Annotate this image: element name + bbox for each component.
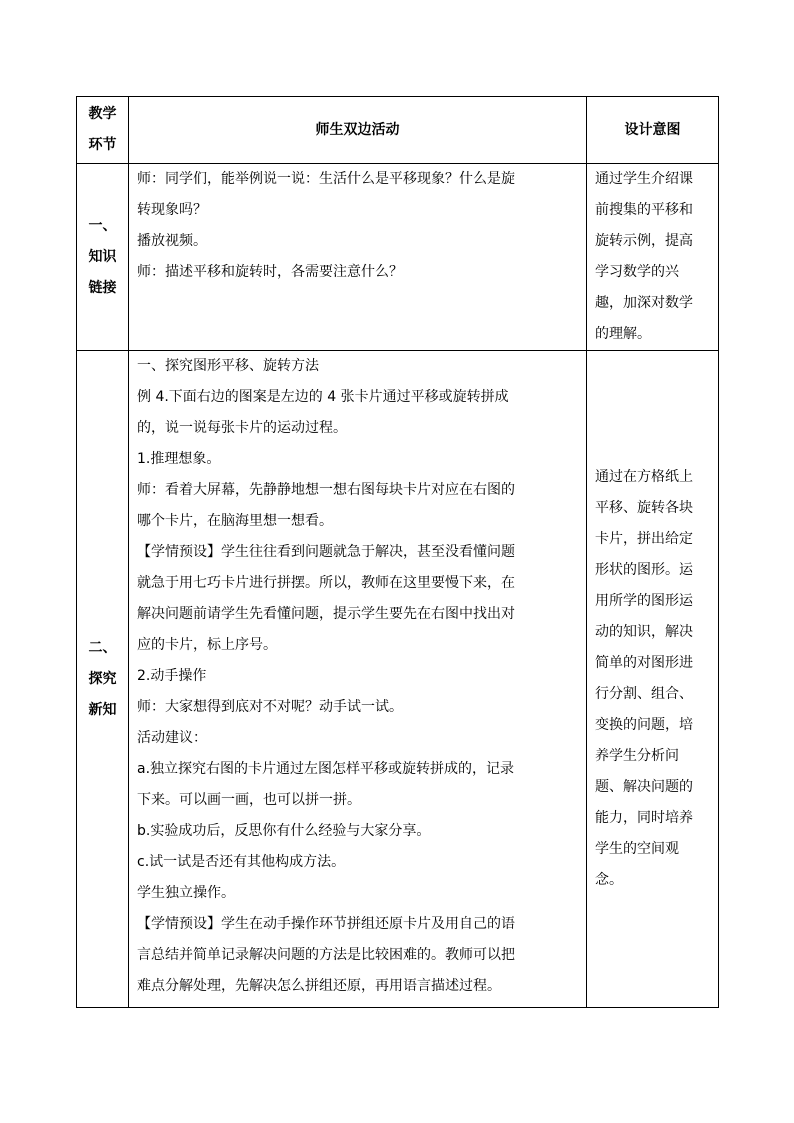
section2-activity-line: 活动建议：: [137, 730, 207, 746]
section2-intent-line: 养学生分析问: [595, 748, 679, 764]
section1-activity-line: 播放视频。: [137, 233, 207, 249]
section2-intent-line: 能力，同时培养: [595, 810, 693, 826]
section1-activity-cell: [129, 164, 587, 351]
section2-intent-line: 通过在方格纸上: [595, 469, 693, 485]
section2-intent-line: 简单的对图形进: [595, 655, 693, 671]
section2-intent-line: 学生的空间观: [595, 841, 679, 857]
section2-activity-line: 解决问题前请学生先看懂问题，提示学生要先在右图中找出对: [137, 606, 515, 622]
section1-intent-cell: [587, 164, 719, 351]
section1-activity-line: 师：同学们，能举例说一说：生活什么是平移现象？什么是旋: [137, 171, 515, 187]
section1-intent-line: 旋转示例，提高: [595, 233, 693, 249]
section2-intent-line: 变换的问题，培: [595, 717, 693, 733]
section1-intent-line: 通过学生介绍课: [595, 171, 693, 187]
section2-activity-line: c.试一试是否还有其他构成方法。: [137, 854, 346, 870]
section2-intent-line: 用所学的图形运: [595, 593, 693, 609]
table-row-explore-new: [77, 351, 719, 1008]
section1-activity-line: 师：描述平移和旋转时，各需要注意什么？: [137, 264, 403, 280]
section2-activity-line: 师：大家想得到底对不对呢？动手试一试。: [137, 699, 403, 715]
section2-activity-line: b.实验成功后，反思你有什么经验与大家分享。: [137, 823, 431, 839]
section2-intent-cell: [587, 351, 719, 1008]
section1-stage-cell: [77, 164, 129, 351]
section2-stage-line2: 探究: [88, 670, 117, 687]
section2-activity-line: 一、探究图形平移、旋转方法: [137, 358, 319, 374]
section2-activity-line: 2.动手操作: [137, 668, 207, 684]
section2-activity-line: 难点分解处理，先解决怎么拼组还原，再用语言描述过程。: [137, 978, 501, 994]
section2-intent-line: 题、解决问题的: [595, 779, 693, 795]
section2-activity-line: 的，说一说每张卡片的运动过程。: [137, 420, 347, 436]
section1-intent-line: 趣，加深对数学: [595, 295, 693, 311]
section1-activity-line: 转现象吗？: [137, 202, 207, 218]
section2-stage-line3: 新知: [88, 701, 117, 718]
header-intent-cell: 设计意图: [587, 97, 719, 164]
section1-intent-line: 学习数学的兴: [595, 264, 679, 280]
section2-intent-line: 行分割、组合、: [595, 686, 693, 702]
section2-activity-line: 哪个卡片，在脑海里想一想看。: [137, 513, 333, 529]
lesson-plan-table: [76, 96, 719, 1008]
section2-activity-line: 应的卡片，标上序号。: [137, 637, 277, 653]
section2-activity-line: 就急于用七巧卡片进行拼摆。所以，教师在这里要慢下来，在: [137, 575, 515, 591]
section2-activity-cell: [129, 351, 587, 1008]
section2-intent-line: 平移、旋转各块: [595, 500, 693, 516]
section2-intent-line: 形状的图形。运: [595, 562, 693, 578]
section2-intent-line: 动的知识，解决: [595, 624, 693, 640]
section1-stage-line3: 链接: [88, 279, 117, 296]
section1-stage-line1: 一、: [88, 217, 117, 234]
header-stage-line2: 环节: [88, 137, 117, 153]
section2-intent-line: 卡片，拼出给定: [595, 531, 693, 547]
header-stage-line1: 教学: [88, 106, 117, 122]
header-stage-cell: [77, 97, 129, 164]
section2-activity-line: 言总结并简单记录解决问题的方法是比较困难的。教师可以把: [137, 947, 515, 963]
section1-intent-line: 的理解。: [595, 326, 651, 342]
section2-activity-line: 1.推理想象。: [137, 451, 221, 467]
section2-activity-line: 下来。可以画一画，也可以拼一拼。: [137, 792, 361, 808]
section1-stage-line2: 知识: [88, 248, 117, 265]
section2-activity-line: 【学情预设】学生往往看到问题就急于解决，甚至没看懂问题: [137, 544, 515, 560]
section2-activity-line: 例 4.下面右边的图案是左边的 4 张卡片通过平移或旋转拼成: [137, 389, 509, 405]
section1-intent-line: 前搜集的平移和: [595, 202, 693, 218]
table-header-row: [77, 97, 719, 164]
section2-intent-line: 念。: [595, 872, 623, 888]
section2-stage-line1: 二、: [88, 639, 117, 656]
section2-activity-line: 师：看着大屏幕，先静静地想一想右图每块卡片对应在右图的: [137, 482, 515, 498]
section2-stage-cell: [77, 351, 129, 1008]
section2-activity-line: 【学情预设】学生在动手操作环节拼组还原卡片及用自己的语: [137, 916, 515, 932]
section2-activity-line: a.独立探究右图的卡片通过左图怎样平移或旋转拼成的，记录: [137, 761, 515, 777]
header-activity-cell: 师生双边活动: [129, 97, 587, 164]
table-row-knowledge-link: [77, 164, 719, 351]
section2-activity-line: 学生独立操作。: [137, 885, 235, 901]
